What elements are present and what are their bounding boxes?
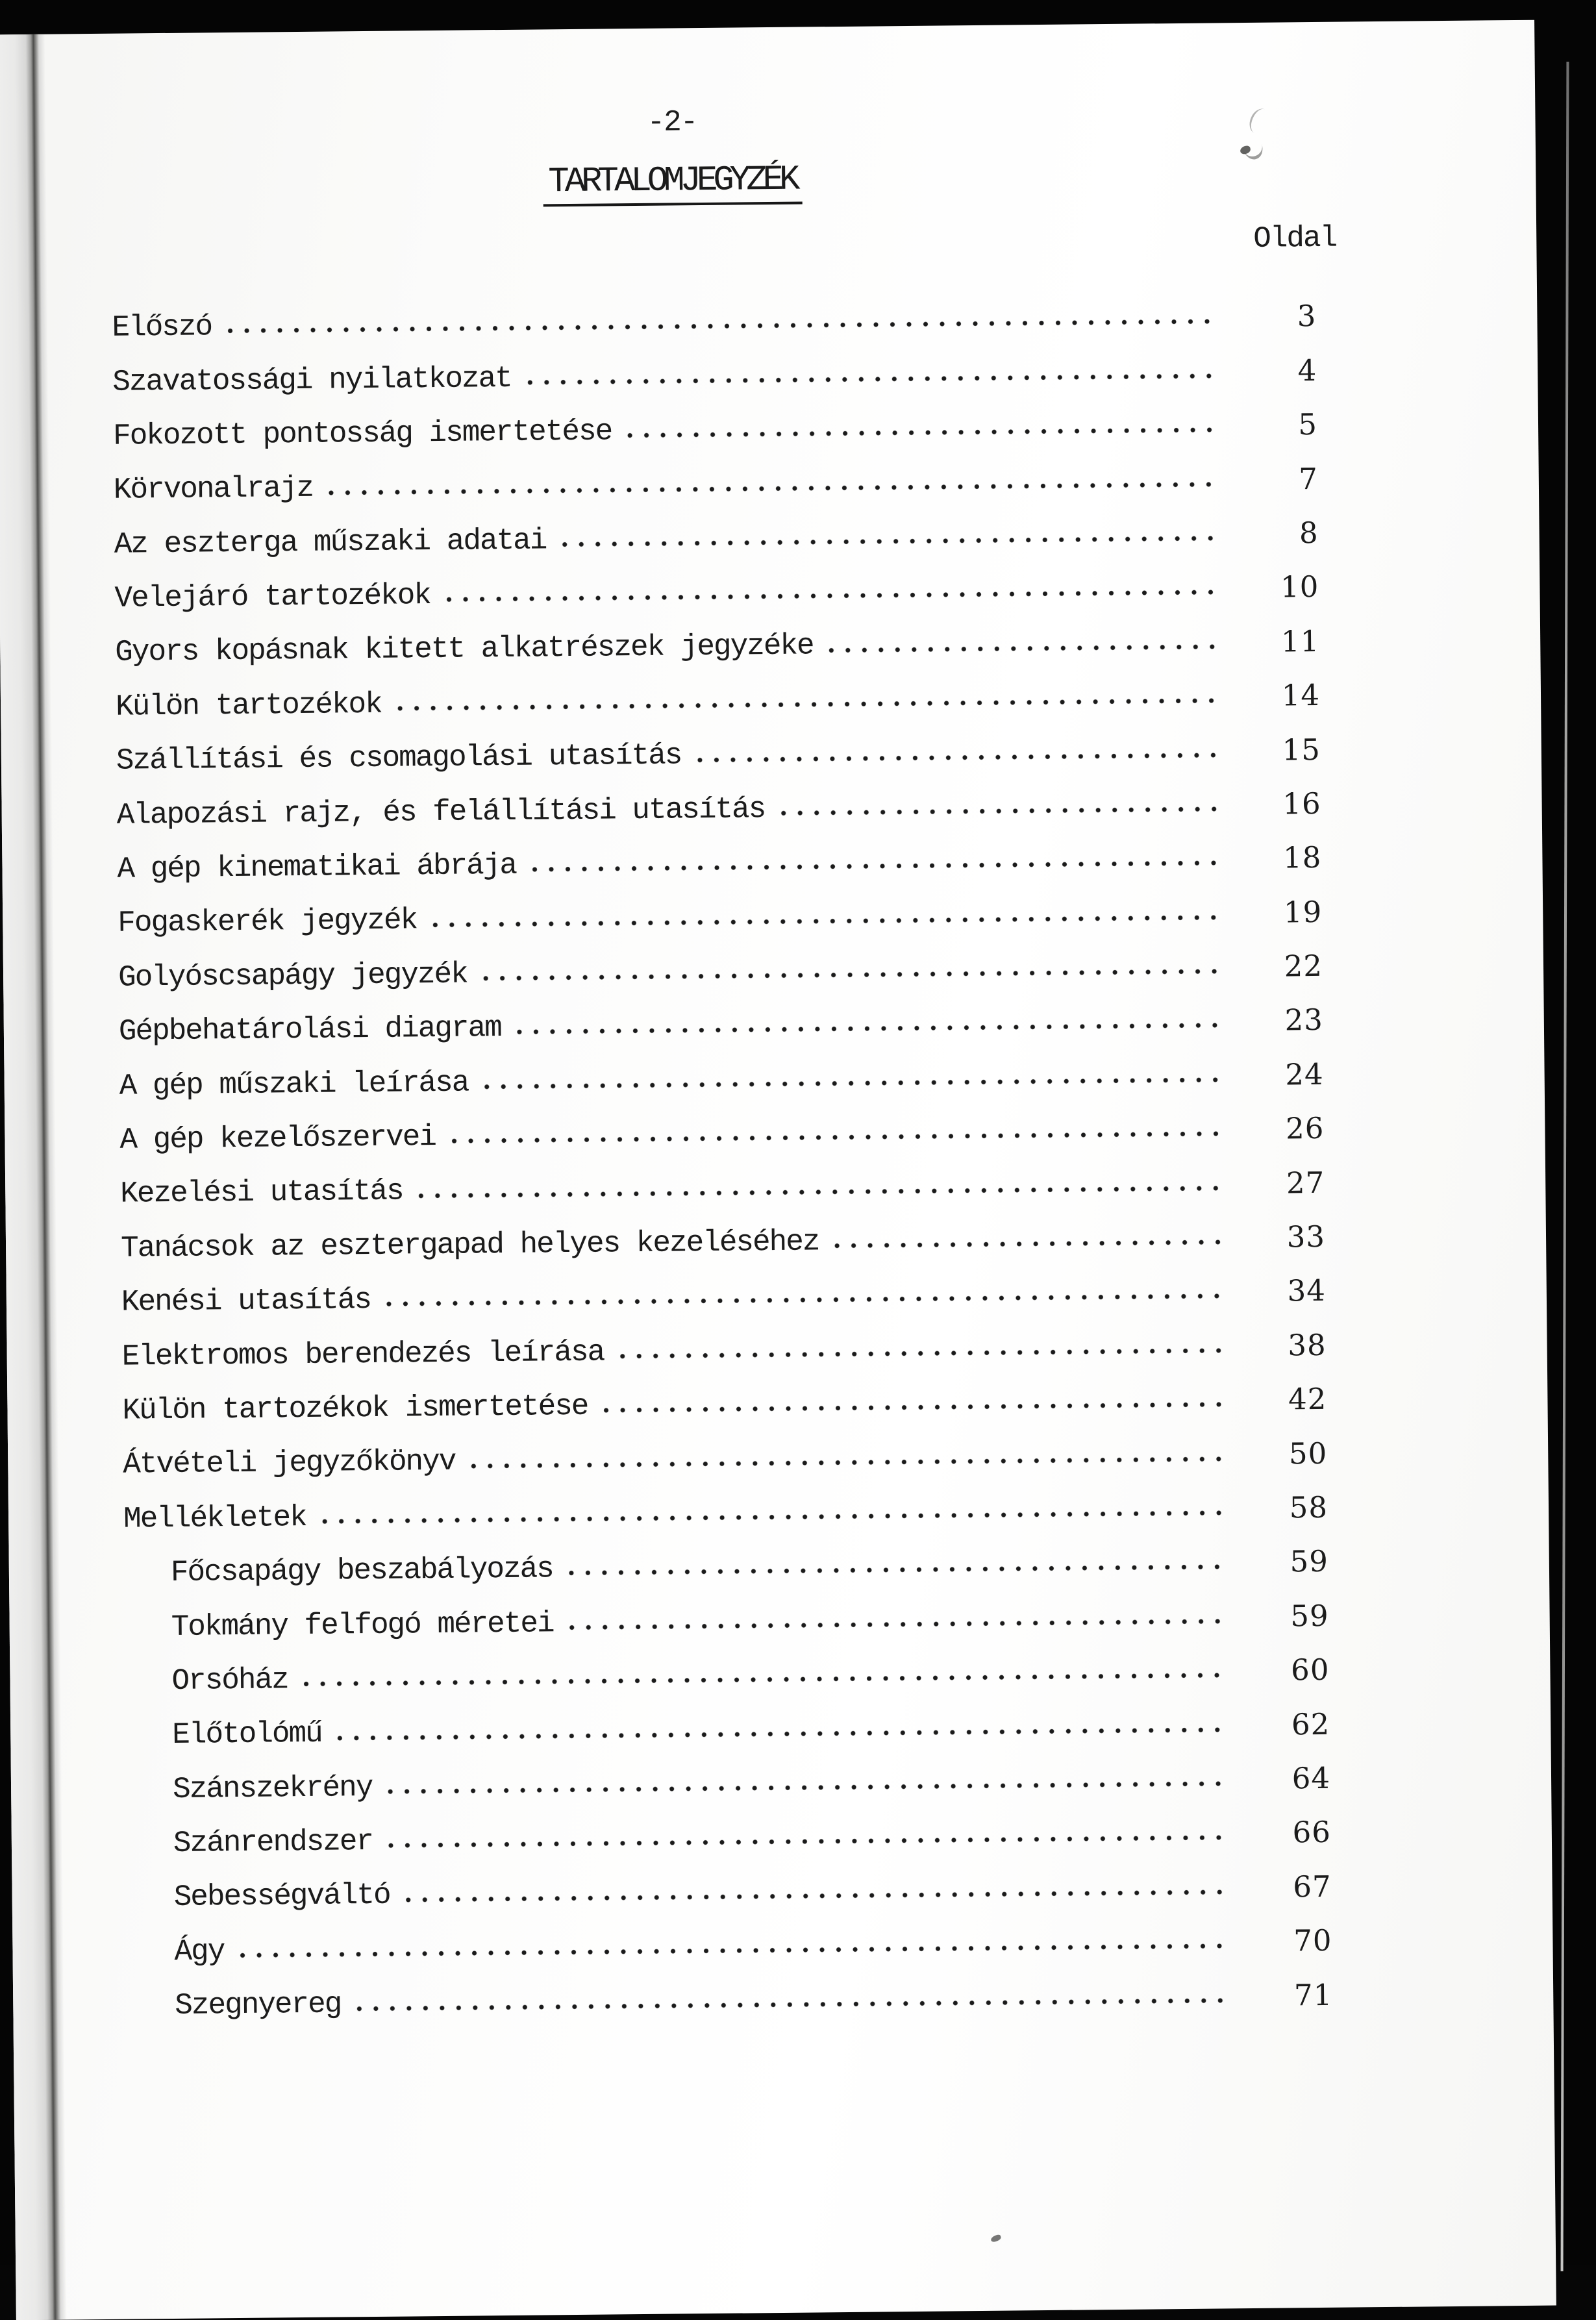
toc-entry-label: Kenési utasítás [121,1282,371,1320]
dot-leader [322,1509,1228,1525]
dot-leader [562,534,1218,548]
toc-entry-page: 10 [1228,569,1319,605]
toc-entry-page: 4 [1226,353,1317,389]
toc-entry-label: Mellékletek [123,1500,306,1537]
toc-entry-label: Gépbehatárolási diagram [119,1010,501,1049]
toc-entry-label: Előszó [112,309,212,345]
toc-entry-page: 23 [1232,1003,1324,1038]
dot-leader [240,1942,1232,1959]
toc-entry-label: Külön tartozékok ismertetése [122,1389,588,1428]
toc-entry-label: Az eszterga műszaki adatai [114,523,546,562]
dot-leader [517,1022,1223,1036]
toc-entry-label: Velejáró tartozékok [114,578,430,616]
toc-entry-page: 22 [1232,949,1323,984]
page-content [109,22,1336,2319]
dot-leader [619,1347,1227,1360]
dot-leader [406,1888,1232,1903]
toc-entry-label: Elektromos berendezés leírása [121,1334,604,1374]
dot-leader [829,643,1220,654]
toc-entry-label: Sebességváltó [173,1878,390,1915]
toc-row [128,1958,1333,2024]
toc-entry-page: 62 [1239,1706,1330,1742]
toc-entry-label: Külön tartozékok [116,687,382,725]
toc-entry-label: Körvonalrajz [114,471,314,508]
title-wrap [70,156,1275,212]
dot-leader [569,1617,1229,1631]
toc-entry-label: Szánrendszer [173,1824,373,1861]
dot-leader [388,1780,1230,1795]
toc-entry-label: Szegnyereg [175,1987,342,2024]
toc-entry-label: Átvételi jegyzőkönyv [123,1444,456,1482]
toc-entry-page: 8 [1227,516,1319,551]
toc-entry-page: 66 [1240,1815,1332,1851]
toc-entry-page: 64 [1240,1761,1331,1797]
scanned-page [0,20,1556,2320]
toc-entry-page: 7 [1227,461,1319,497]
dot-leader [627,427,1217,440]
dot-leader [304,1671,1230,1688]
toc-entry-label: Fokozott pontosság ismertetése [113,414,612,454]
dot-leader [603,1401,1227,1414]
toc-entry-label: Szánszekrény [173,1770,373,1807]
toc-entry-page: 34 [1235,1273,1327,1309]
toc-entry-page: 38 [1235,1328,1327,1364]
toc-entry-page: 70 [1241,1923,1332,1959]
toc-entry-page: 24 [1232,1057,1324,1093]
dot-leader [569,1564,1228,1577]
dot-leader [329,480,1218,496]
toc-entry-label: Kezelési utasítás [120,1174,403,1212]
toc-entry-label: Szállítási és csomagolási utasítás [116,738,682,779]
dot-leader [483,967,1223,982]
page-number: -2- [69,99,1274,146]
dot-leader [338,1726,1230,1741]
toc-entry-label: Alapozási rajz, és felállítási utasítás [116,792,765,833]
toc-entry-page: 33 [1234,1219,1326,1255]
dot-leader [432,914,1222,929]
dot-leader [356,1997,1232,2012]
toc-entry-label: A gép műszaki leírása [119,1065,468,1103]
toc-entry-page: 50 [1236,1436,1328,1471]
dot-leader [227,318,1216,335]
page-title: TARTALOMJEGYZÉK [543,161,803,207]
dot-leader [471,1455,1227,1469]
toc-entry-label: Fogaskerék jegyzék [118,903,417,942]
toc-entry-page: 59 [1238,1599,1329,1634]
page-column-header: Oldal [1253,221,1337,256]
toc-entry-page: 15 [1230,732,1321,767]
toc-entry-label: Orsóház [171,1662,288,1699]
toc-entry-page: 42 [1236,1382,1327,1417]
dot-leader [446,589,1219,603]
toc-entry-label: Golyóscsapágy jegyzék [118,956,468,995]
toc-entry-label: Ágy [174,1934,224,1969]
toc-entry-label: Főcsapágy beszabályozás [171,1551,553,1590]
dot-leader [697,751,1221,764]
toc-entry-label: A gép kinematikai ábrája [117,848,516,887]
dot-leader [834,1238,1225,1249]
toc-entry-label: Gyors kopásnak kitett alkatrészek jegyzéke [115,629,814,671]
toc-entry-label: Szavatossági nyilatkozat [112,360,512,399]
dot-leader [484,1076,1223,1090]
toc-entry-page: 58 [1237,1490,1328,1526]
toc-list [112,280,1333,2024]
toc-entry-page: 19 [1231,895,1323,930]
toc-entry-page: 60 [1238,1653,1330,1688]
dot-leader [397,697,1220,712]
toc-entry-page: 71 [1241,1977,1333,2013]
toc-entry-page: 59 [1238,1544,1329,1580]
dot-leader [388,1834,1231,1849]
toc-entry-label: Tanácsok az esztergapad helyes kezeléséhez [121,1224,819,1266]
toc-entry-page: 11 [1228,624,1320,660]
dot-leader [419,1184,1225,1199]
toc-entry-page: 14 [1229,678,1321,714]
dot-leader [532,860,1222,873]
dot-leader [386,1293,1226,1308]
dot-leader [451,1130,1225,1145]
toc-entry-page: 16 [1230,786,1321,822]
dot-leader [780,805,1221,817]
toc-entry-label: A gép kezelőszervei [119,1119,436,1158]
toc-entry-label: Tokmány felfogó méretei [171,1606,553,1645]
toc-entry-label: Előtolómű [172,1716,322,1752]
toc-entry-page: 5 [1227,407,1318,443]
toc-entry-page: 67 [1240,1869,1332,1905]
toc-entry-page: 3 [1225,299,1317,334]
toc-entry-page: 18 [1230,840,1322,876]
toc-entry-page: 27 [1234,1166,1325,1201]
toc-entry-page: 26 [1233,1111,1325,1147]
dot-leader [527,372,1217,386]
